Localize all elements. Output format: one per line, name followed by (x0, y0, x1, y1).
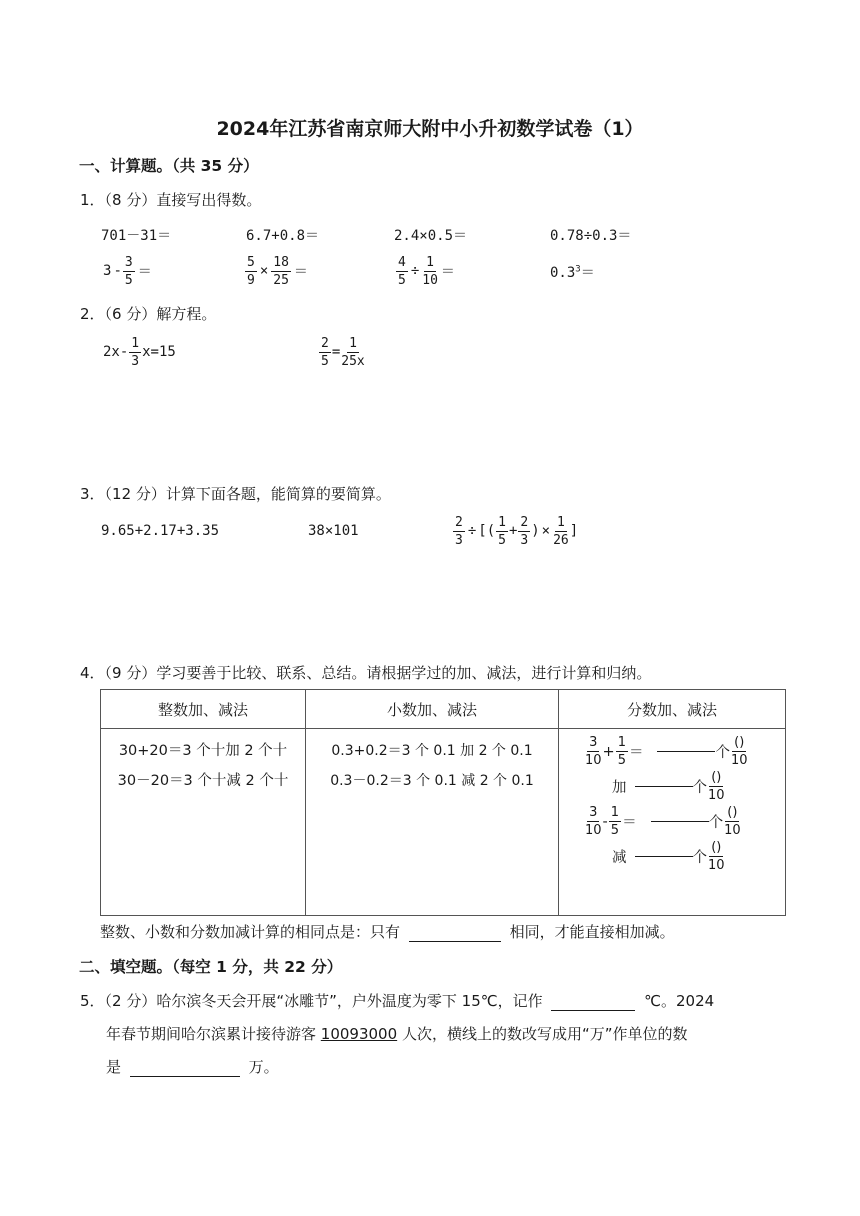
integer-line-1: 30+20＝3 个十加 2 个十 (118, 743, 288, 759)
wan-blank[interactable] (130, 1076, 240, 1077)
q3-expr-2: 38×101 (308, 523, 359, 539)
fraction: $\frac{3}{5}$ (124, 254, 133, 288)
cell-integer (101, 729, 306, 916)
header-decimal: 小数加、减法 (306, 690, 559, 729)
section-heading-fill: 二、填空题。（每空 1 分，共 22 分） (79, 958, 343, 976)
answer-blank[interactable] (651, 821, 709, 822)
cell-decimal (306, 729, 559, 916)
page-title: 2024年江苏省南京师大附中小升初数学试卷（1） (216, 118, 644, 140)
answer-blank[interactable] (635, 856, 693, 857)
integer-line-2: 30－20＝3 个十减 2 个十 (117, 773, 289, 789)
fraction-sub-explain: 减 个 $\frac{()}{10}$ (612, 840, 725, 873)
q1-item-8: $0.3^3=$ (550, 264, 595, 281)
cell-fraction (559, 729, 786, 916)
decimal-line-2: 0.3－0.2＝3 个 0.1 减 2 个 0.1 (330, 773, 534, 789)
comparison-table (100, 689, 786, 916)
q3-expr-1: 9.65+2.17+3.35 (101, 523, 220, 539)
section-heading-calc: 一、计算题。（共 35 分） (79, 157, 259, 175)
question-1-label: 1．（8 分）直接写出得数。 (80, 191, 262, 209)
fraction-add-row: $\frac{3}{10}$ + $\frac{1}{5}$ ＝ 个 $\frac{()}{10}$ (585, 735, 748, 768)
question-2-label: 2．（6 分）解方程。 (80, 305, 217, 323)
header-integer: 整数加、减法 (101, 690, 306, 729)
header-fraction: 分数加、减法 (559, 690, 786, 729)
table-row (101, 729, 786, 916)
q5-line-1: 5．（2 分）哈尔滨冬天会开展“冰雕节”，户外温度为零下 15℃，记作 ℃。2024 (80, 992, 715, 1010)
visitor-number: 10093000 (320, 1025, 398, 1043)
q1-item-2: 6.7+0.8＝ (246, 228, 320, 244)
q1-item-1: 701－31＝ (101, 228, 172, 244)
q5-line-3: 是 万。 (106, 1058, 279, 1076)
decimal-line-1: 0.3+0.2＝3 个 0.1 加 2 个 0.1 (331, 743, 533, 759)
q2-equation-2: $\frac{2}{5}$ = $\frac{1}{25x}$ (321, 335, 365, 369)
q4-summary: 整数、小数和分数加减计算的相同点是：只有 相同，才能直接相加减。 (100, 923, 675, 941)
answer-blank[interactable] (635, 786, 693, 787)
q5-line-2: 年春节期间哈尔滨累计接待游客 10093000 人次，横线上的数改写成用“万”作单位的数 (106, 1025, 688, 1043)
q1-item-7: $\frac{4}{5}$ ÷ $\frac{1}{10}$ ＝ (398, 254, 455, 288)
q1-item-3: 2.4×0.5＝ (394, 228, 468, 244)
question-3-label: 3．（12 分）计算下面各题，能简算的要简算。 (80, 485, 391, 503)
q2-equation-1: 2x- $\frac{1}{3}$ x=15 (103, 335, 176, 369)
temperature-blank[interactable] (551, 1010, 635, 1011)
fraction-sub-row: $\frac{3}{10}$ - $\frac{1}{5}$ ＝ 个 $\frac{()}{10}$ (585, 805, 741, 838)
q3-expr-3: $\frac{2}{3}$ ÷ [( $\frac{1}{5}$ + $\frac{2}{3}$ ) × $\frac{1}{26}$ ] (455, 514, 579, 548)
summary-blank[interactable] (409, 941, 501, 942)
answer-blank[interactable] (657, 751, 715, 752)
q1-item-4: 0.78÷0.3＝ (550, 228, 632, 244)
table-header-row (101, 690, 786, 729)
q1-item-5: 3 - $\frac{3}{5}$ ＝ (103, 254, 152, 288)
question-4-label: 4．（9 分）学习要善于比较、联系、总结。请根据学过的加、减法，进行计算和归纳。 (80, 664, 652, 682)
fraction-add-explain: 加 个 $\frac{()}{10}$ (612, 770, 725, 803)
q1-item-6: $\frac{5}{9}$ × $\frac{18}{25}$ ＝ (247, 254, 308, 288)
